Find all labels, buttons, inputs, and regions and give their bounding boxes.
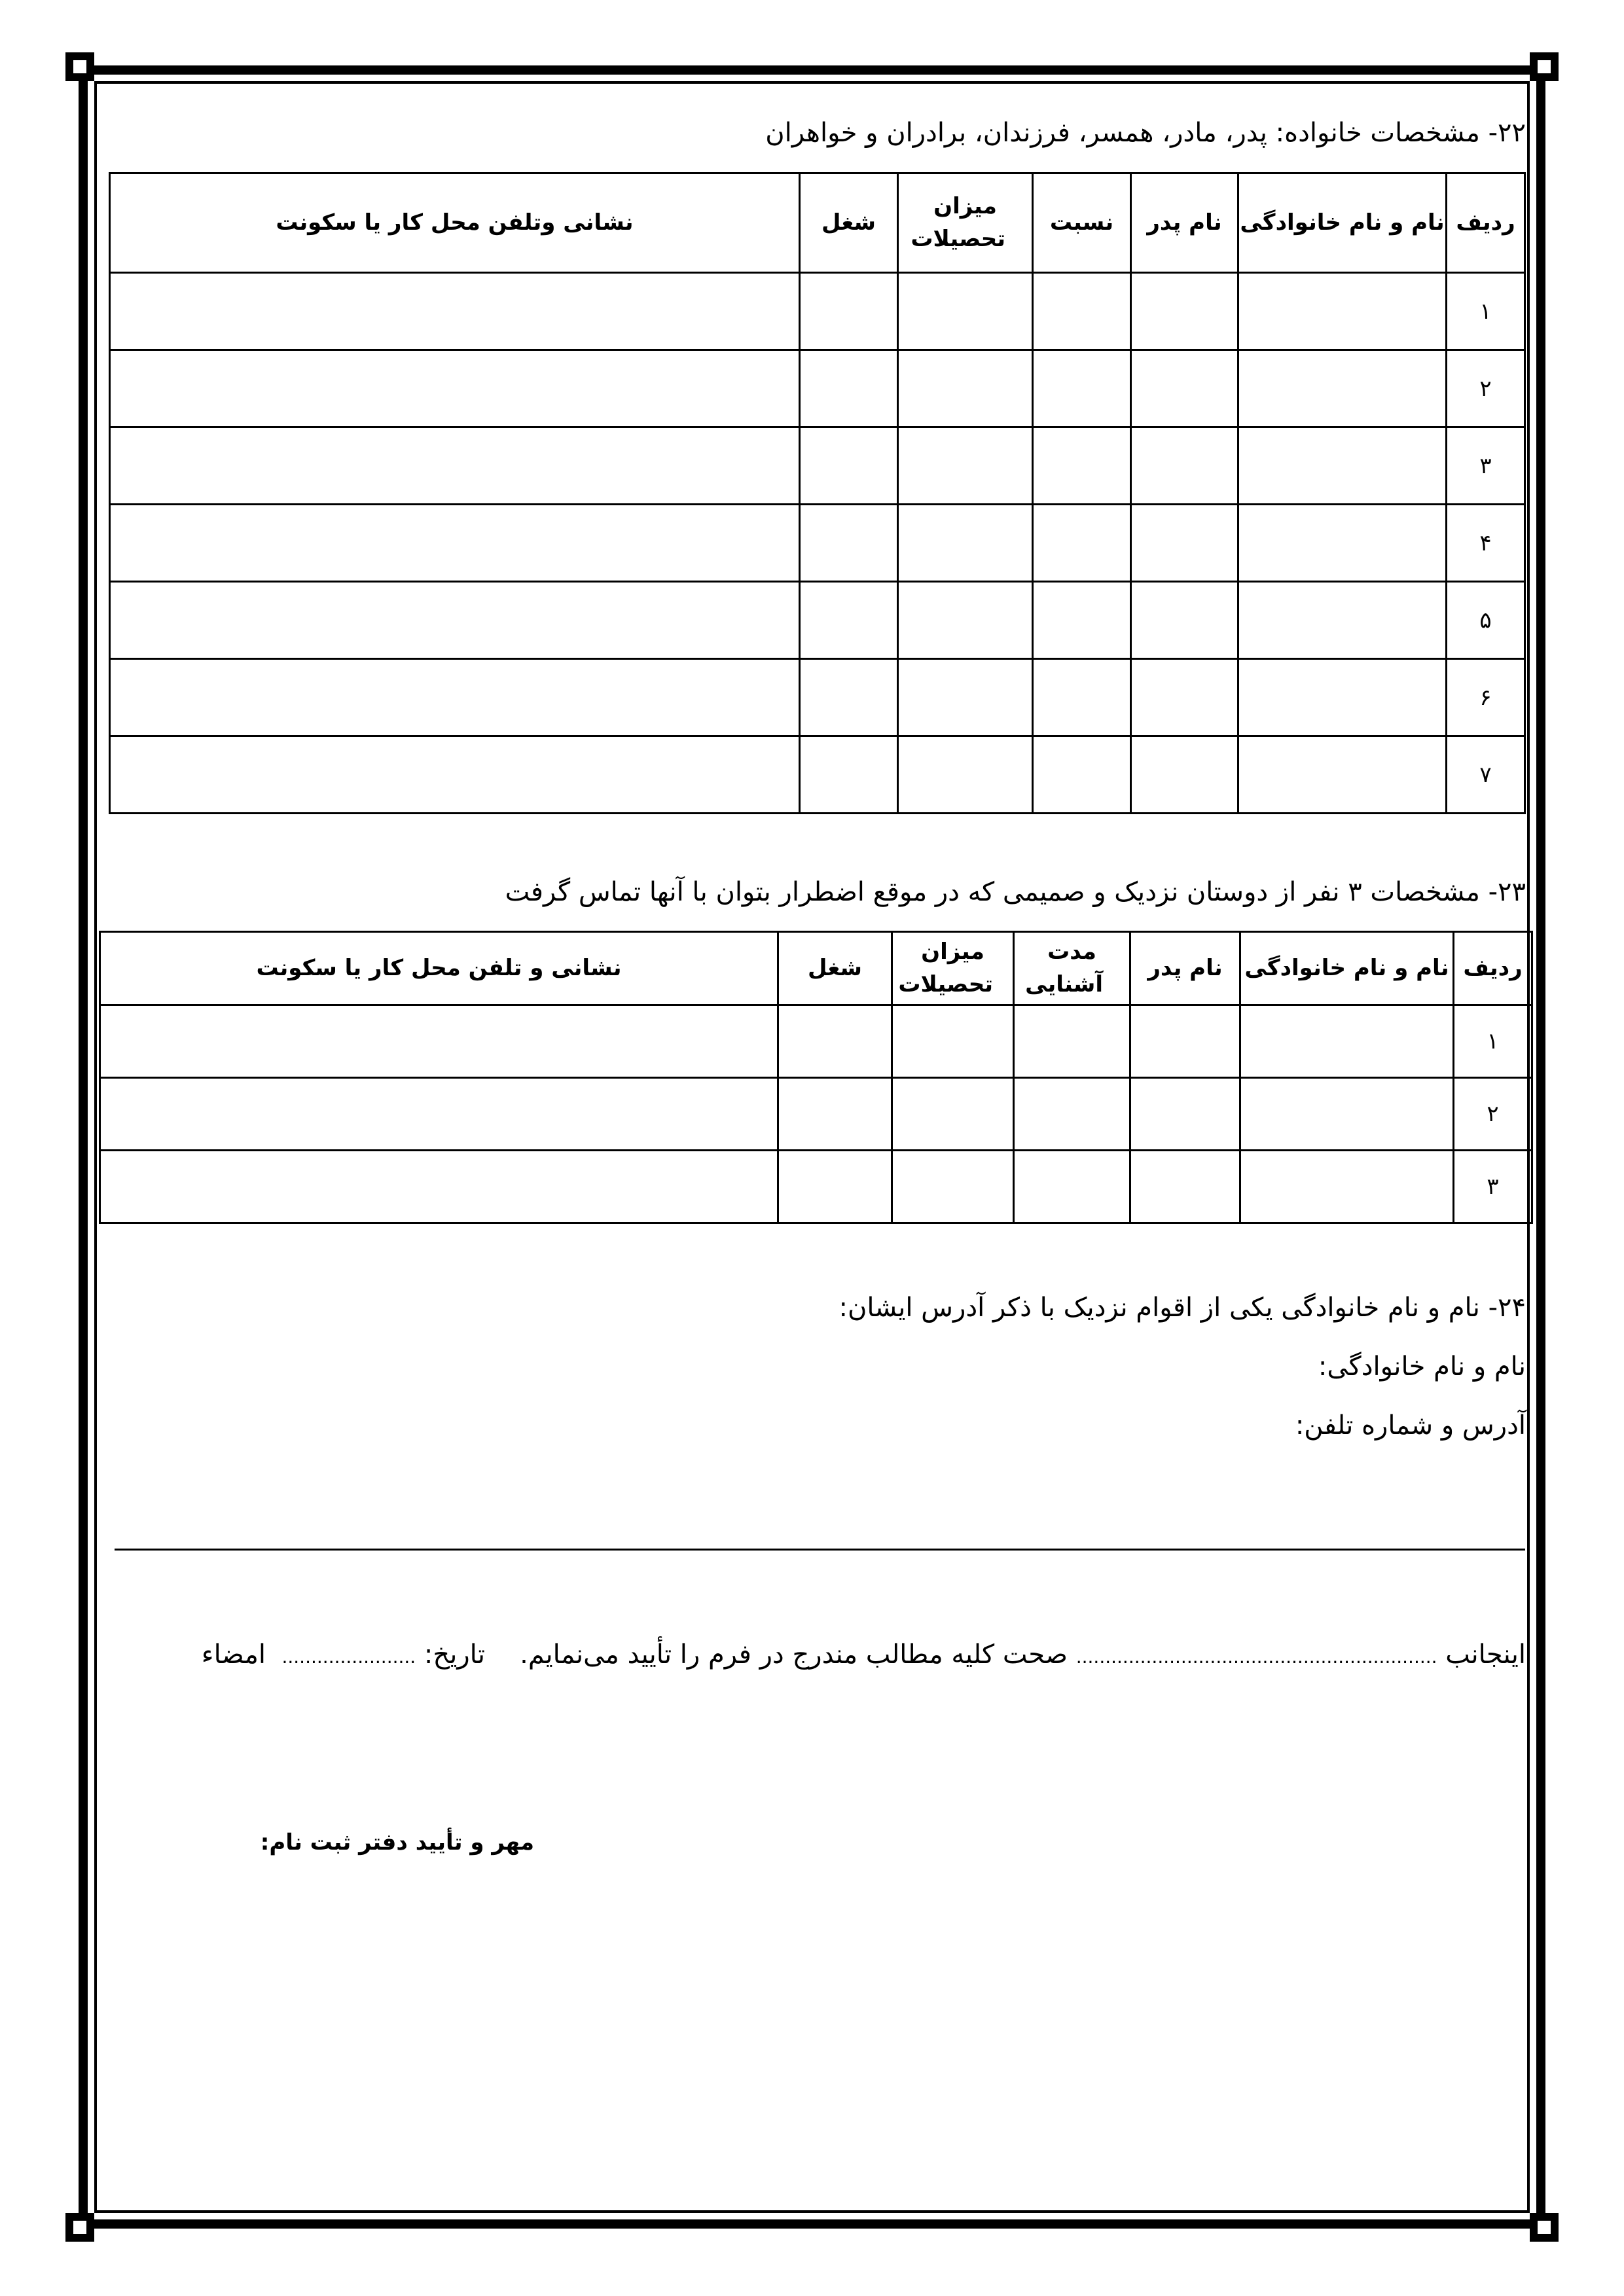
table-row (100, 1151, 1532, 1223)
row-number: ۵ (1447, 582, 1525, 659)
col-father-name: نام پدر (1130, 932, 1240, 1005)
cell-address-phone[interactable] (110, 736, 800, 814)
declaration-prefix: اینجانب (1445, 1640, 1526, 1670)
cell-address-phone[interactable] (110, 659, 800, 736)
cell-father-name[interactable] (1131, 273, 1238, 350)
cell-address-phone[interactable] (110, 505, 800, 582)
friends-table-header-row (100, 932, 1532, 1005)
row-number: ۴ (1447, 505, 1525, 582)
col-full-name: نام و نام خانوادگی (1238, 173, 1447, 273)
cell-full-name[interactable] (1238, 736, 1447, 814)
col-row-number: ردیف (1454, 932, 1532, 1005)
cell-full-name[interactable] (1238, 427, 1447, 505)
cell-occupation[interactable] (800, 273, 898, 350)
col-education: میزان تحصیلات (892, 932, 1014, 1005)
col-address-phone: نشانی وتلفن محل کار یا سکونت (110, 173, 800, 273)
row-number: ۳ (1447, 427, 1525, 505)
cell-full-name[interactable] (1240, 1078, 1454, 1151)
declaration-line (520, 1640, 1526, 1670)
row-number: ۳ (1454, 1151, 1532, 1223)
cell-relation[interactable] (1033, 659, 1131, 736)
cell-education[interactable] (898, 736, 1033, 814)
table-row (110, 273, 1525, 350)
cell-full-name[interactable] (1238, 659, 1447, 736)
cell-education[interactable] (892, 1005, 1014, 1078)
cell-relation[interactable] (1033, 350, 1131, 427)
separator-line (115, 1549, 1525, 1551)
cell-father-name[interactable] (1131, 427, 1238, 505)
cell-relation[interactable] (1033, 505, 1131, 582)
cell-father-name[interactable] (1131, 582, 1238, 659)
row-number: ۷ (1447, 736, 1525, 814)
cell-father-name[interactable] (1131, 659, 1238, 736)
date-label: تاریخ: (424, 1640, 485, 1670)
cell-occupation[interactable] (778, 1078, 892, 1151)
declarant-name-field[interactable]: .............................................................. (1075, 1646, 1437, 1668)
friends-table (99, 931, 1533, 1224)
cell-full-name[interactable] (1238, 350, 1447, 427)
cell-father-name[interactable] (1130, 1078, 1240, 1151)
table-row (100, 1078, 1532, 1151)
cell-acquaintance-duration[interactable] (1014, 1078, 1130, 1151)
table-row (100, 1005, 1532, 1078)
cell-acquaintance-duration[interactable] (1014, 1151, 1130, 1223)
cell-relation[interactable] (1033, 427, 1131, 505)
cell-address-phone[interactable] (110, 273, 800, 350)
cell-relation[interactable] (1033, 736, 1131, 814)
section-22-heading: ۲۲- مشخصات خانواده: پدر، مادر، همسر، فرزندان، برادران و خواهران (765, 118, 1526, 148)
cell-full-name[interactable] (1238, 273, 1447, 350)
table-row (110, 582, 1525, 659)
cell-occupation[interactable] (800, 505, 898, 582)
signature-label: امضاء (201, 1640, 266, 1670)
col-occupation: شغل (778, 932, 892, 1005)
row-number: ۱ (1447, 273, 1525, 350)
cell-address-phone[interactable] (100, 1078, 778, 1151)
cell-occupation[interactable] (800, 659, 898, 736)
relative-name-label: نام و نام خانوادگی: (1318, 1352, 1526, 1382)
table-row (110, 350, 1525, 427)
cell-address-phone[interactable] (110, 427, 800, 505)
col-full-name: نام و نام خانوادگی (1240, 932, 1454, 1005)
cell-father-name[interactable] (1131, 350, 1238, 427)
cell-relation[interactable] (1033, 582, 1131, 659)
cell-father-name[interactable] (1131, 505, 1238, 582)
table-row (110, 427, 1525, 505)
col-address-phone: نشانی و تلفن محل کار یا سکونت (100, 932, 778, 1005)
cell-education[interactable] (892, 1151, 1014, 1223)
stamp-approval-label: مهر و تأیید دفتر ثبت نام: (260, 1829, 534, 1856)
cell-occupation[interactable] (800, 350, 898, 427)
cell-relation[interactable] (1033, 273, 1131, 350)
cell-occupation[interactable] (800, 582, 898, 659)
table-row (110, 505, 1525, 582)
cell-occupation[interactable] (800, 736, 898, 814)
row-number: ۱ (1454, 1005, 1532, 1078)
cell-education[interactable] (898, 427, 1033, 505)
cell-full-name[interactable] (1240, 1151, 1454, 1223)
col-education: میزان تحصیلات (898, 173, 1033, 273)
declaration-text: صحت کلیه مطالب مندرج در فرم را تأیید می‌نمایم. (520, 1640, 1068, 1670)
date-field[interactable]: ....................... (281, 1646, 416, 1668)
cell-education[interactable] (898, 582, 1033, 659)
cell-occupation[interactable] (778, 1005, 892, 1078)
col-acquaintance-duration: مدت آشنایی (1014, 932, 1130, 1005)
family-table (109, 172, 1526, 814)
cell-education[interactable] (898, 659, 1033, 736)
cell-full-name[interactable] (1238, 505, 1447, 582)
cell-acquaintance-duration[interactable] (1014, 1005, 1130, 1078)
col-father-name: نام پدر (1131, 173, 1238, 273)
row-number: ۲ (1447, 350, 1525, 427)
section-24-heading: ۲۴- نام و نام خانوادگی یکی از اقوام نزدیک با ذکر آدرس ایشان: (839, 1293, 1526, 1323)
cell-occupation[interactable] (778, 1151, 892, 1223)
frame-corner-top-right (1530, 52, 1559, 81)
row-number: ۲ (1454, 1078, 1532, 1151)
frame-corner-bottom-right (1530, 2213, 1559, 2242)
table-row (110, 659, 1525, 736)
frame-corner-top-left (65, 52, 94, 81)
date-field-group (281, 1640, 485, 1670)
cell-father-name[interactable] (1130, 1151, 1240, 1223)
cell-address-phone[interactable] (110, 350, 800, 427)
relative-address-label: آدرس و شماره تلفن: (1295, 1410, 1526, 1441)
section-23-heading: ۲۳- مشخصات ۳ نفر از دوستان نزدیک و صمیمی که در موقع اضطرار بتوان با آنها تماس گرفت (505, 877, 1526, 907)
cell-full-name[interactable] (1238, 582, 1447, 659)
cell-education[interactable] (892, 1078, 1014, 1151)
cell-address-phone[interactable] (100, 1005, 778, 1078)
cell-address-phone[interactable] (100, 1151, 778, 1223)
cell-father-name[interactable] (1131, 736, 1238, 814)
cell-full-name[interactable] (1240, 1005, 1454, 1078)
table-row (110, 736, 1525, 814)
col-relation: نسبت (1033, 173, 1131, 273)
cell-education[interactable] (898, 273, 1033, 350)
col-row-number: ردیف (1447, 173, 1525, 273)
col-occupation: شغل (800, 173, 898, 273)
cell-education[interactable] (898, 350, 1033, 427)
frame-corner-bottom-left (65, 2213, 94, 2242)
row-number: ۶ (1447, 659, 1525, 736)
cell-father-name[interactable] (1130, 1005, 1240, 1078)
cell-occupation[interactable] (800, 427, 898, 505)
cell-address-phone[interactable] (110, 582, 800, 659)
cell-education[interactable] (898, 505, 1033, 582)
family-table-header-row (110, 173, 1525, 273)
